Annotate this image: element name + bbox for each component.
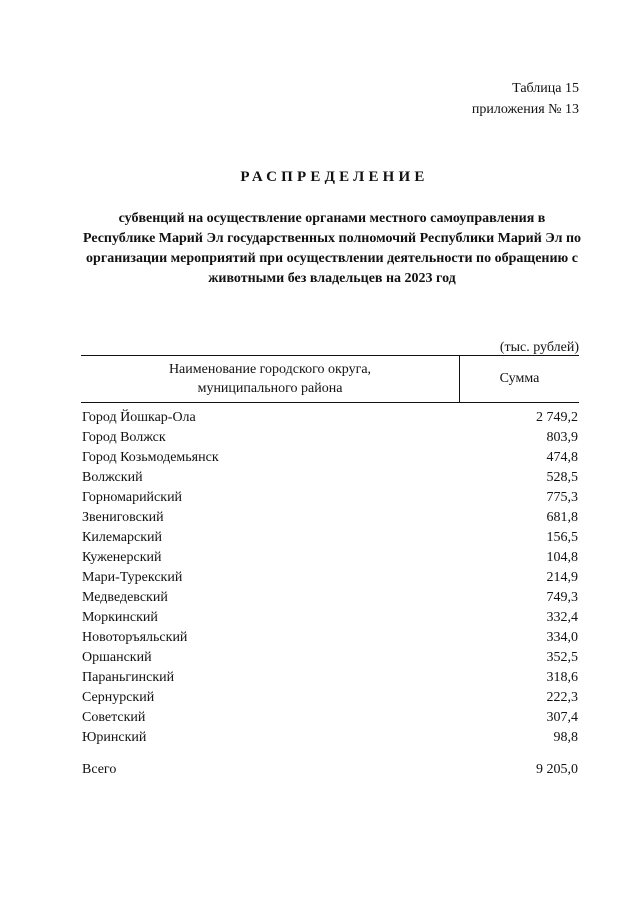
- row-amount: 681,8: [546, 510, 578, 525]
- row-name: Горномарийский: [82, 490, 183, 505]
- row-name: Юринский: [82, 730, 147, 745]
- table-body: [82, 408, 578, 748]
- row-name: Куженерский: [82, 550, 162, 565]
- row-name: Звениговский: [82, 510, 164, 525]
- document-heading: РАСПРЕДЕЛЕНИЕ: [240, 169, 429, 185]
- table-row: [82, 608, 578, 628]
- row-amount: 2 749,2: [536, 410, 578, 425]
- table-row: [82, 468, 578, 488]
- row-amount: 352,5: [546, 650, 578, 665]
- row-name: Параньгинский: [82, 670, 175, 685]
- row-name: Моркинский: [82, 610, 158, 625]
- table-row: [82, 448, 578, 468]
- appendix-number: приложения № 13: [471, 102, 579, 117]
- row-amount: 332,4: [546, 610, 578, 625]
- row-name: Город Козьмодемьянск: [82, 450, 219, 465]
- row-name: Город Волжск: [82, 430, 166, 445]
- table-row: [82, 628, 578, 648]
- row-amount: 222,3: [546, 690, 578, 705]
- table-header: [81, 355, 579, 403]
- table-row: [82, 688, 578, 708]
- row-amount: 318,6: [546, 670, 578, 685]
- row-name: Мари-Турекский: [82, 570, 183, 585]
- row-amount: 528,5: [546, 470, 578, 485]
- table-row: [82, 588, 578, 608]
- row-name: Новоторъяльский: [82, 630, 188, 645]
- table-row: [82, 428, 578, 448]
- row-name: Оршанский: [82, 650, 152, 665]
- row-name: Волжский: [82, 470, 143, 485]
- row-name: Килемарский: [82, 530, 163, 545]
- row-amount: 474,8: [546, 450, 578, 465]
- column-header-amount: Сумма: [499, 371, 540, 386]
- row-amount: 803,9: [546, 430, 578, 445]
- row-amount: 156,5: [546, 530, 578, 545]
- table-row: [82, 668, 578, 688]
- row-name: Город Йошкар-Ола: [82, 410, 196, 425]
- table-row: [82, 568, 578, 588]
- column-header-name-text: Наименование городского округа, муниципального района: [168, 362, 372, 396]
- row-amount: 214,9: [546, 570, 578, 585]
- table-row: [82, 708, 578, 728]
- row-amount: 307,4: [546, 710, 578, 725]
- total-amount: 9 205,0: [536, 762, 578, 777]
- table-row: [82, 408, 578, 428]
- document-subtitle: субвенций на осуществление органами местного самоуправления в Республике Марий Эл государственных полномочий Республики Марий Эл по организации мероприятий при осуществлении деятельности по обращению с животными без владельцев на 2023 год: [82, 211, 582, 286]
- table-number: Таблица 15: [512, 81, 579, 96]
- table-row: [82, 548, 578, 568]
- column-header-name: [81, 356, 460, 402]
- table-row: [82, 508, 578, 528]
- total-row: [82, 760, 578, 780]
- total-label: Всего: [82, 762, 117, 777]
- table-row: [82, 648, 578, 668]
- table-row: [82, 728, 578, 748]
- row-amount: 104,8: [546, 550, 578, 565]
- row-amount: 775,3: [546, 490, 578, 505]
- row-name: Советский: [82, 710, 146, 725]
- table-row: [82, 528, 578, 548]
- row-name: Сернурский: [82, 690, 155, 705]
- row-amount: 98,8: [553, 730, 578, 745]
- row-name: Медведевский: [82, 590, 168, 605]
- units-label: (тыс. рублей): [499, 340, 579, 355]
- row-amount: 334,0: [546, 630, 578, 645]
- table-reference: [472, 78, 579, 120]
- row-amount: 749,3: [546, 590, 578, 605]
- table-row: [82, 488, 578, 508]
